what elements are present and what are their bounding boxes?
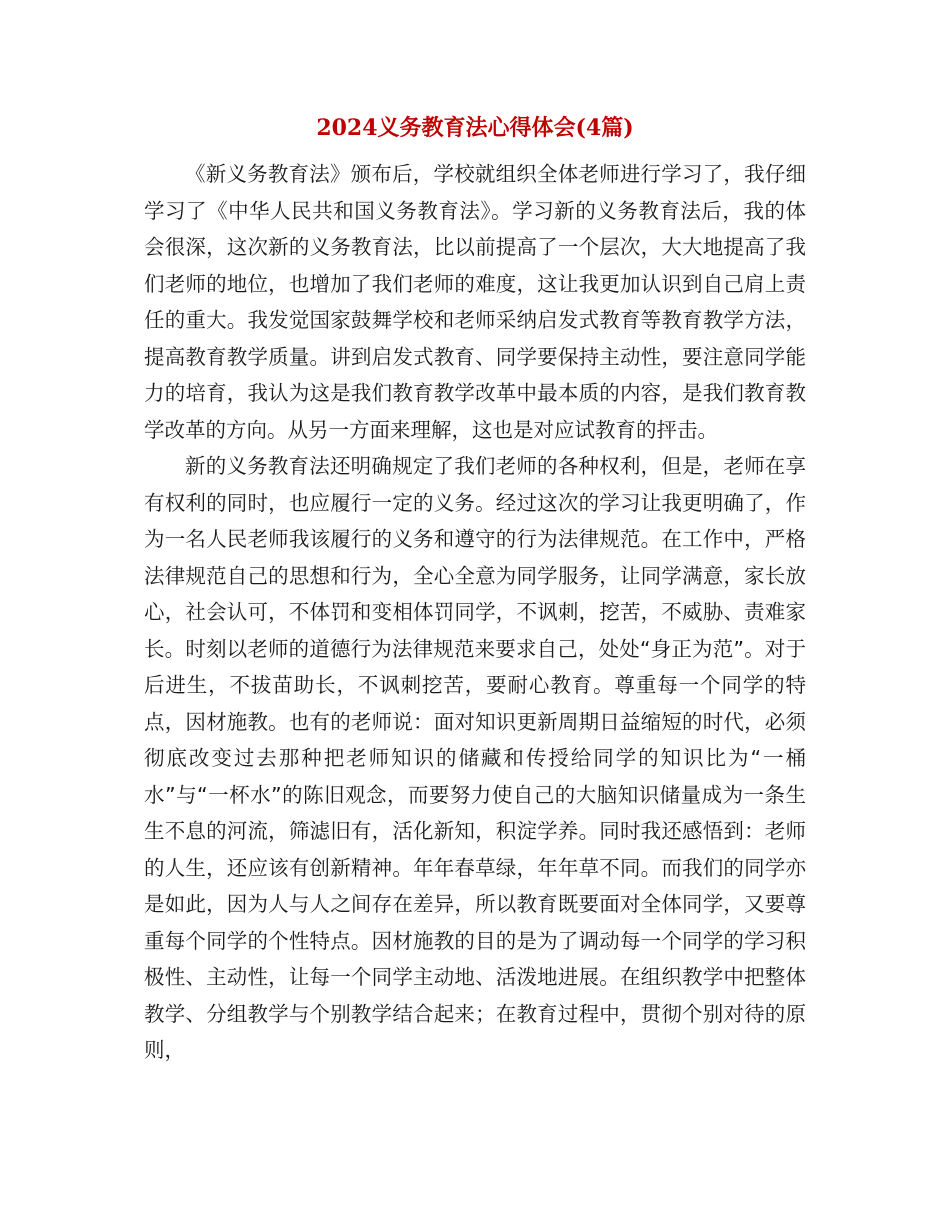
document-title: 2024义务教育法心得体会(4篇)	[316, 115, 634, 141]
paragraph-1: 《新义务教育法》颁布后，学校就组织全体老师进行学习了，我仔细学习了《中华人民共和国义务教育法》。学习新的义务教育法后，我的体会很深，这次新的义务教育法，比以前提高了一个层次，大大地提高了我们老师的地位，也增加了我们老师的难度，这让我更加认识到自己肩上责任的重大。我发觉国家鼓舞学校和老师采纳启发式教育等教育教学方法，提高教育教学质量。讲到启发式教育、同学要保持主动性，要注意同学能力的培育，我认为这是我们教育教学改革中最本质的内容，是我们教育教学改革的方向。从另一方面来理解，这也是对应试教育的抨击。	[144, 162, 806, 442]
document-body	[144, 156, 806, 1069]
paragraph-2: 新的义务教育法还明确规定了我们老师的各种权利，但是，老师在享有权利的同时，也应履行一定的义务。经过这次的学习让我更明确了，作为一名人民老师我该履行的义务和遵守的行为法律规范。在工作中，严格法律规范自己的思想和行为，全心全意为同学服务，让同学满意，家长放心，社会认可，不体罚和变相体罚同学，不讽刺，挖苦，不威胁、责难家长。时刻以老师的道德行为法律规范来要求自己，处处“身正为范”。对于后进生，不拔苗助长，不讽刺挖苦，要耐心教育。尊重每一个同学的特点，因材施教。也有的老师说：面对知识更新周期日益缩短的时代，必须彻底改变过去那种把老师知识的储藏和传授给同学的知识比为“一桶水”与“一杯水”的陈旧观念，而要努力使自己的大脑知识储量成为一条生生不息的河流，筛滤旧有，活化新知，积淀学养。同时我还感悟到：老师的人生，还应该有创新精神。年年春草绿，年年草不同。而我们的同学亦是如此，因为人与人之间存在差异，所以教育既要面对全体同学，又要尊重每个同学的个性特点。因材施教的目的是为了调动每一个同学的学习积极性、主动性，让每一个同学主动地、活泼地进展。在组织教学中把整体教学、分组教学与个别教学结合起来；在教育过程中，贯彻个别对待的原则，	[144, 454, 806, 1062]
